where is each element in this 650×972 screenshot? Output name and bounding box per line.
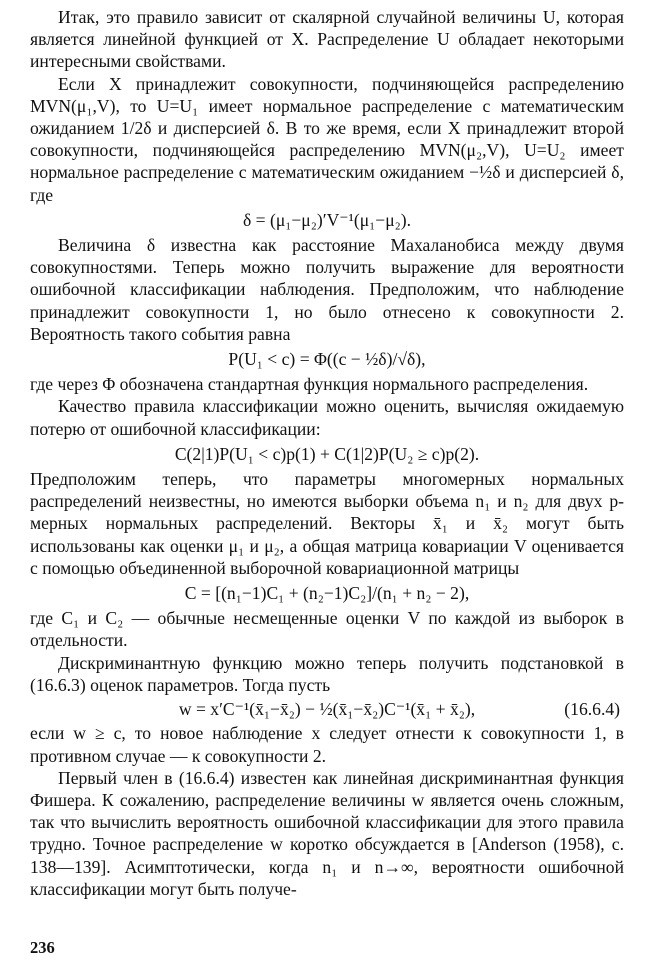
paragraph-8: Дискриминантную функцию можно теперь получить подстановкой в (16.6.3) оценок параметров. Тогда пусть xyxy=(30,652,624,695)
paragraph-6: Предположим теперь, что параметры многомерных нормальных распределений неизвестны, но имеются выборки объема n₁ и n₂ для двух p-мерных нормальных распределений. Векторы x̄₁ и x̄₂ могут быть использованы как оценки μ₁ и μ₂, а общая матрица ковариации V оценивается с помощью объединенной выборочной ковариационной матрицы xyxy=(30,469,624,578)
page-body xyxy=(30,6,624,900)
paragraph-9: если w ≥ c, то новое наблюдение x следует отнести к совокупности 1, в противном случае — к совокупности 2. xyxy=(30,723,624,766)
equation-pooled-covariance: C = [(n₁−1)C₁ + (n₂−1)C₂]/(n₁ + n₂ − 2), xyxy=(184,583,470,604)
equation-discriminant-body: w = x′C⁻¹(x̄₁−x̄₂) − ½(x̄₁−x̄₂)C⁻¹(x̄₁ + x̄₂), xyxy=(178,699,476,720)
paragraph-10: Первый член в (16.6.4) известен как линейная дискриминантная функция Фишера. К сожалению, распределение величины w является очень сложным, так что вычислить вероятность ошибочной классификации для этого правила трудно. Точное распределение w коротко обсуждается в [Anderson (1958), с. 138—139]. Асимптотически, когда n₁ и n→∞, вероятности ошибочной классификации могут быть получе- xyxy=(30,767,624,899)
equation-probability: P(U₁ < c) = Φ((c − ½δ)/√δ), xyxy=(228,349,426,370)
paragraph-2: Если X принадлежит совокупности, подчиняющейся распределению MVN(μ₁,V), то U=U₁ имеет нормальное распределение с математическим ожиданием 1/2δ и дисперсией δ. В то же время, если X принадлежит второй совокупности, подчиняющейся распределению MVN(μ₂,V), U=U₂ имеет нормальное распределение с математическим ожиданием −½δ и дисперсией δ, где xyxy=(30,73,624,205)
equation-mahalanobis: δ = (μ₁−μ₂)′V⁻¹(μ₁−μ₂). xyxy=(242,209,412,230)
equation-discriminant xyxy=(30,698,624,720)
paragraph-5: Качество правила классификации можно оценить, вычисляя ожидаемую потерю от ошибочной классификации: xyxy=(30,396,624,439)
page-number: 236 xyxy=(30,938,55,957)
equation-expected-loss: C(2|1)P(U₁ < c)p(1) + C(1|2)P(U₂ ≥ c)p(2). xyxy=(174,443,480,464)
paragraph-3: Величина δ известна как расстояние Махаланобиса между двумя совокупностями. Теперь можно получить выражение для вероятности ошибочной классификации наблюдения. Предположим, что наблюдение принадлежит совокупности 1, но было отнесено к совокупности 2. Вероятность такого события равна xyxy=(30,235,624,344)
paragraph-1: Итак, это правило зависит от скалярной случайной величины U, которая является линейной функцией от X. Распределение U обладает некоторыми интересными свойствами. xyxy=(30,7,624,72)
equation-number: (16.6.4) xyxy=(564,699,620,720)
paragraph-7: где C₁ и C₂ — обычные несмещенные оценки V по каждой из выборок в отдельности. xyxy=(30,608,624,651)
paragraph-4: где через Φ обозначена стандартная функция нормального распределения. xyxy=(30,374,589,395)
